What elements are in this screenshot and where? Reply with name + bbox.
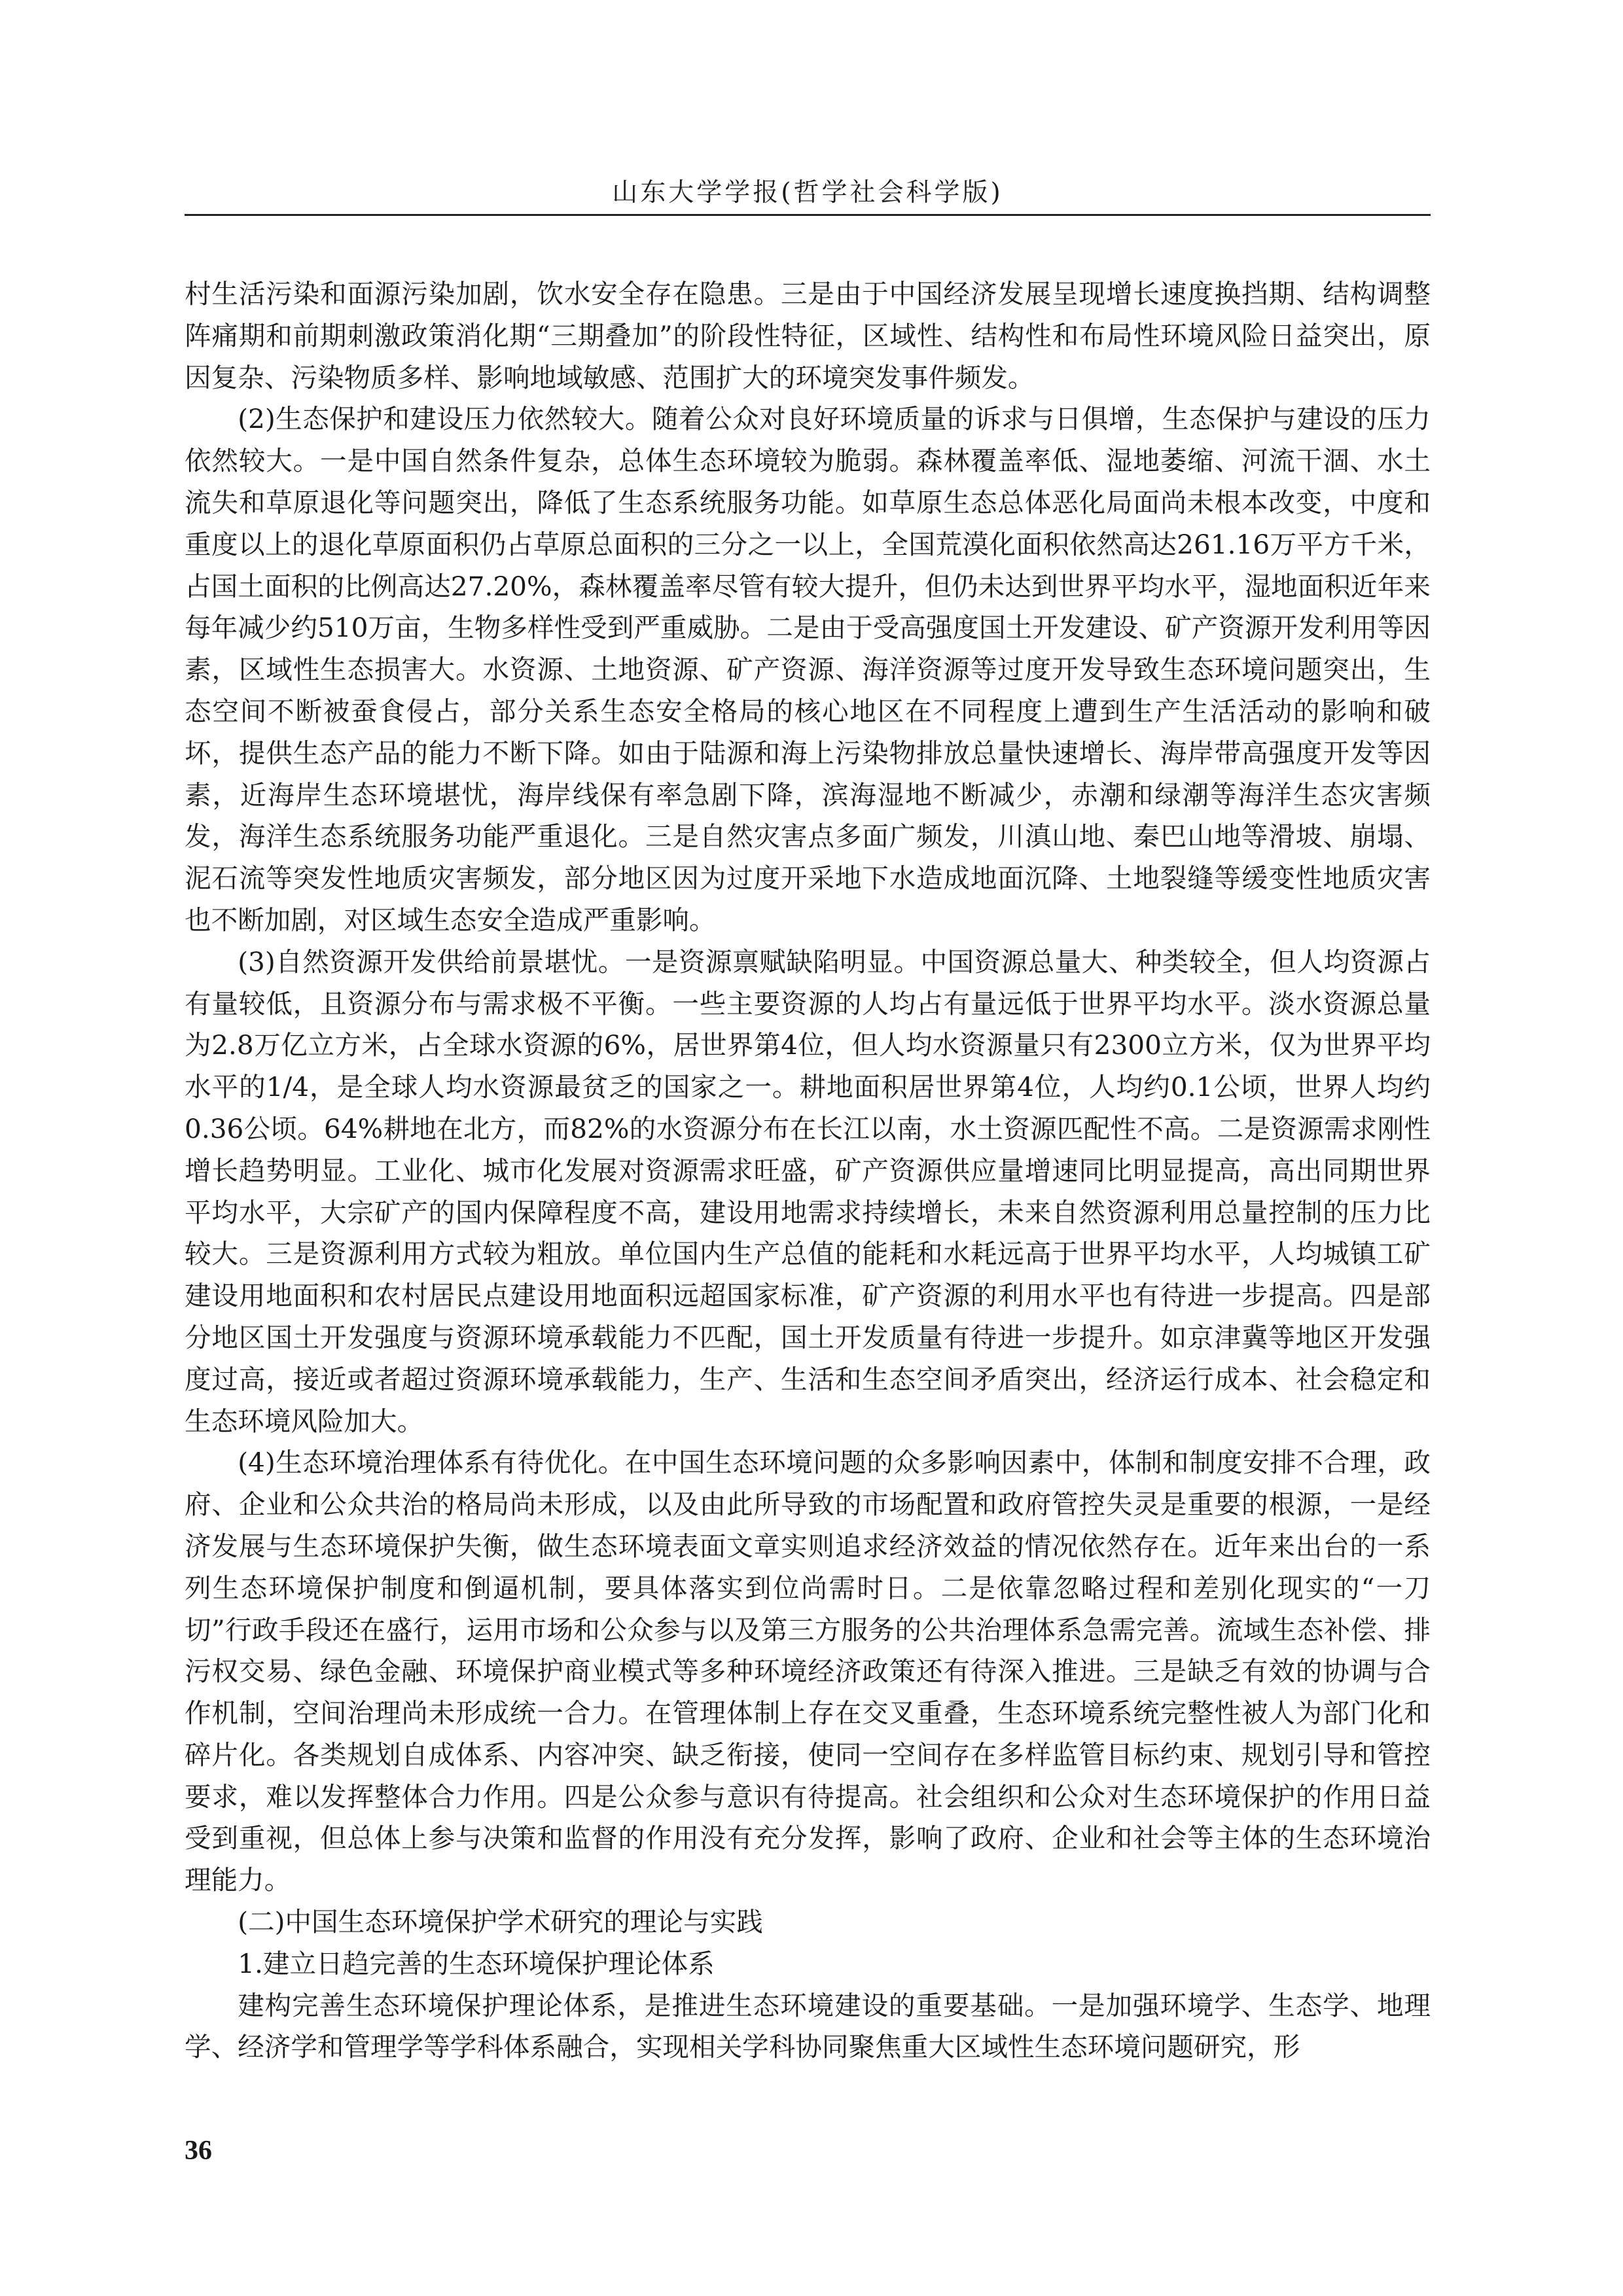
paragraph-continued: 村生活污染和面源污染加剧，饮水安全存在隐患。三是由于中国经济发展呈现增长速度换挡期、结构调整阵痛期和前期刺激政策消化期“三期叠加”的阶段性特征，区域性、结构性和布局性环境风险日益突出，原因复杂、污染物质多样、影响地域敏感、范围扩大的环境突发事件频发。: [185, 278, 1431, 393]
paragraph-ecological-protection: (2)生态保护和建设压力依然较大。随着公众对良好环境质量的诉求与日俱增，生态保护与建设的压力依然较大。一是中国自然条件复杂，总体生态环境较为脆弱。森林覆盖率低、湿地萎缩、河流干涸、水土流失和草原退化等问题突出，降低了生态系统服务功能。如草原生态总体恶化局面尚未根本改变，中度和重度以上的退化草原面积仍占草原总面积的三分之一以上，全国荒漠化面积依然高达261.16万平方千米，占国土面积的比例高达27.20%，森林覆盖率尽管有较大提升，但仍未达到世界平均水平，湿地面积近年来每年减少约510万亩，生物多样性受到严重威胁。二是由于受高强度国土开发建设、矿产资源开发利用等因素，区域性生态损害大。水资源、土地资源、矿产资源、海洋资源等过度开发导致生态环境问题突出，生态空间不断被蚕食侵占，部分关系生态安全格局的核心地区在不同程度上遭到生产生活活动的影响和破坏，提供生态产品的能力不断下降。如由于陆源和海上污染物排放总量快速增长、海岸带高强度开发等因素，近海岸生态环境堪忧，海岸线保有率急剧下降，滨海湿地不断减少，赤潮和绿潮等海洋生态灾害频发，海洋生态系统服务功能严重退化。三是自然灾害点多面广频发，川滇山地、秦巴山地等滑坡、崩塌、泥石流等突发性地质灾害频发，部分地区因为过度开采地下水造成地面沉降、土地裂缝等缓变性地质灾害也不断加剧，对区域生态安全造成严重影响。: [185, 403, 1431, 936]
paragraph-theory-system: 建构完善生态环境保护理论体系，是推进生态环境建设的重要基础。一是加强环境学、生态学、地理学、经济学和管理学等学科体系融合，实现相关学科协同聚焦重大区域性生态环境问题研究，形: [185, 1989, 1431, 2063]
running-header: 山东大学学报(哲学社会科学版): [612, 178, 1003, 207]
page-number: 36: [185, 2136, 212, 2166]
paragraph-natural-resources: (3)自然资源开发供给前景堪忧。一是资源禀赋缺陷明显。中国资源总量大、种类较全，但人均资源占有量较低，且资源分布与需求极不平衡。一些主要资源的人均占有量远低于世界平均水平。淡水资源总量为2.8万亿立方米，占全球水资源的6%，居世界第4位，但人均水资源量只有2300立方米，仅为世界平均水平的1/4，是全球人均水资源最贫乏的国家之一。耕地面积居世界第4位，人均约0.1公顷，世界人均约0.36公顷。64%耕地在北方，而82%的水资源分布在长江以南，水土资源匹配性不高。二是资源需求刚性增长趋势明显。工业化、城市化发展对资源需求旺盛，矿产资源供应量增速同比明显提高，高出同期世界平均水平，大宗矿产的国内保障程度不高，建设用地需求持续增长，未来自然资源利用总量控制的压力比较大。三是资源利用方式较为粗放。单位国内生产总值的能耗和水耗远高于世界平均水平，人均城镇工矿建设用地面积和农村居民点建设用地面积远超国家标准，矿产资源的利用水平也有待进一步提高。四是部分地区国土开发强度与资源环境承载能力不匹配，国土开发质量有待进一步提升。如京津冀等地区开发强度过高，接近或者超过资源环境承载能力，生产、生活和生态空间矛盾突出，经济运行成本、社会稳定和生态环境风险加大。: [185, 945, 1431, 1437]
header-rule: [185, 214, 1431, 216]
paragraph-governance-system: (4)生态环境治理体系有待优化。在中国生态环境问题的众多影响因素中，体制和制度安排不合理，政府、企业和公众共治的格局尚未形成，以及由此所导致的市场配置和政府管控失灵是重要的根源，一是经济发展与生态环境保护失衡，做生态环境表面文章实则追求经济效益的情况依然存在。近年来出台的一系列生态环境保护制度和倒逼机制，要具体落实到位尚需时日。二是依靠忽略过程和差别化现实的“一刀切”行政手段还在盛行，运用市场和公众参与以及第三方服务的公共治理体系急需完善。流域生态补偿、排污权交易、绿色金融、环境保护商业模式等多种环境经济政策还有待深入推进。三是缺乏有效的协调与合作机制，空间治理尚未形成统一合力。在管理体制上存在交叉重叠，生态环境系统完整性被人为部门化和碎片化。各类规划自成体系、内容冲突、缺乏衔接，使同一空间存在多样监管目标约束、规划引导和管控要求，难以发挥整体合力作用。四是公众参与意识有待提高。社会组织和公众对生态环境保护的作用日益受到重视，但总体上参与决策和监督的作用没有充分发挥，影响了政府、企业和社会等主体的生态环境治理能力。: [185, 1447, 1431, 1896]
article-body: [185, 274, 1431, 2068]
section-heading: (二)中国生态环境保护学术研究的理论与实践: [238, 1906, 763, 1938]
subsection-heading: 1.建立日趋完善的生态环境保护理论体系: [238, 1947, 715, 1979]
